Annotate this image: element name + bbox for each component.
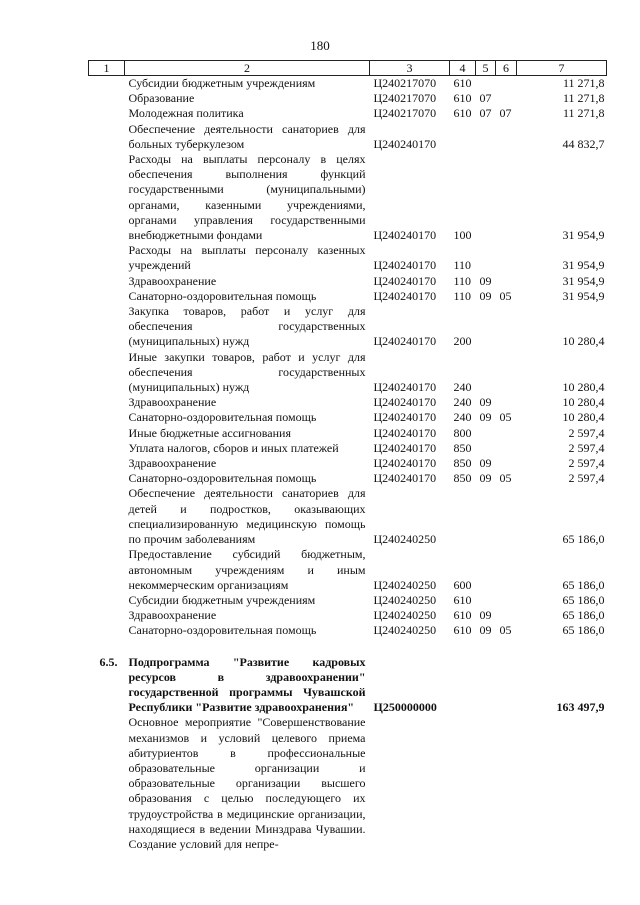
row-vr: 610 bbox=[453, 623, 472, 638]
table-row bbox=[89, 608, 607, 623]
empty-cell bbox=[450, 715, 476, 852]
row-vr: 240 bbox=[453, 395, 472, 410]
column-header: 2 bbox=[125, 61, 370, 76]
row-vr: 610 bbox=[453, 91, 472, 106]
table-row bbox=[89, 243, 607, 273]
row-amount: 10 280,4 bbox=[562, 380, 605, 395]
row-rz: 09 bbox=[479, 395, 492, 410]
row-name: Иные бюджетные ассигнования bbox=[128, 425, 291, 440]
table-row bbox=[89, 456, 607, 471]
row-name: Субсидии бюджетным учреждениям bbox=[128, 592, 316, 607]
row-code: Ц240240170 bbox=[373, 440, 437, 455]
row-name: Иные закупки товаров, работ и услуг для обеспечения государственных (муниципальных) нужд bbox=[128, 349, 366, 395]
empty-cell bbox=[370, 715, 450, 852]
row-number-cell bbox=[89, 715, 125, 852]
row-number-cell bbox=[89, 547, 125, 593]
table-row bbox=[89, 76, 607, 92]
row-code: Ц240240250 bbox=[373, 577, 437, 592]
empty-cell bbox=[517, 715, 607, 852]
row-pr bbox=[496, 395, 517, 410]
row-number-cell bbox=[89, 593, 125, 608]
row-number-cell bbox=[89, 122, 125, 152]
row-pr bbox=[496, 593, 517, 608]
column-header: 5 bbox=[476, 61, 496, 76]
row-rz bbox=[476, 547, 496, 593]
row-number-cell bbox=[89, 623, 125, 638]
section-number: 6.5. bbox=[99, 654, 118, 669]
row-vr: 850 bbox=[453, 456, 472, 471]
row-name: Здравоохранение bbox=[128, 395, 217, 410]
table-row bbox=[89, 152, 607, 243]
section-pr bbox=[496, 655, 517, 716]
column-header: 1 bbox=[89, 61, 125, 76]
table-row bbox=[89, 547, 607, 593]
row-name: Предоставление субсидий бюджетным, автономным учреждениям и иным некоммерческим организациям bbox=[128, 547, 366, 592]
row-vr: 610 bbox=[453, 106, 472, 121]
row-code: Ц240240170 bbox=[373, 136, 437, 151]
row-number-cell bbox=[89, 456, 125, 471]
row-amount: 10 280,4 bbox=[562, 395, 605, 410]
row-amount: 2 597,4 bbox=[568, 425, 605, 440]
table-row bbox=[89, 350, 607, 396]
table-row bbox=[89, 106, 607, 121]
table-row bbox=[89, 441, 607, 456]
row-number-cell bbox=[89, 304, 125, 350]
row-amount: 11 271,8 bbox=[562, 91, 605, 106]
row-rz bbox=[476, 152, 496, 243]
row-vr bbox=[450, 486, 476, 547]
row-amount: 65 186,0 bbox=[562, 577, 605, 592]
row-code: Ц240240250 bbox=[373, 592, 437, 607]
page-number: 180 bbox=[310, 38, 330, 53]
row-name: Здравоохранение bbox=[128, 608, 217, 623]
row-rz bbox=[476, 441, 496, 456]
row-number-cell bbox=[89, 410, 125, 425]
row-amount: 2 597,4 bbox=[568, 471, 605, 486]
row-rz: 09 bbox=[479, 608, 492, 623]
table-row bbox=[89, 486, 607, 547]
row-vr: 610 bbox=[453, 592, 472, 607]
row-pr bbox=[496, 152, 517, 243]
row-rz: 09 bbox=[479, 273, 492, 288]
row-amount: 31 954,9 bbox=[562, 228, 605, 243]
row-code: Ц240217070 bbox=[373, 91, 437, 106]
row-code: Ц240240170 bbox=[373, 471, 437, 486]
budget-table bbox=[88, 60, 607, 852]
row-pr bbox=[496, 426, 517, 441]
row-pr bbox=[496, 350, 517, 396]
row-vr: 100 bbox=[453, 228, 472, 243]
row-rz: 09 bbox=[479, 456, 492, 471]
row-name: Субсидии бюджетным учреждениям bbox=[128, 76, 316, 90]
row-amount: 65 186,0 bbox=[562, 592, 605, 607]
row-amount: 11 271,8 bbox=[562, 76, 605, 90]
row-pr bbox=[496, 76, 517, 92]
row-code: Ц240240170 bbox=[373, 456, 437, 471]
row-rz bbox=[476, 243, 496, 273]
row-vr: 600 bbox=[453, 577, 472, 592]
row-code: Ц240240170 bbox=[373, 273, 437, 288]
row-amount: 65 186,0 bbox=[562, 532, 605, 547]
row-code: Ц240240170 bbox=[373, 258, 437, 273]
row-amount: 10 280,4 bbox=[562, 334, 605, 349]
row-rz bbox=[476, 122, 496, 152]
row-number-cell bbox=[89, 76, 125, 92]
table-row bbox=[89, 410, 607, 425]
row-vr: 610 bbox=[453, 76, 472, 90]
row-name: Здравоохранение bbox=[128, 456, 217, 471]
row-rz bbox=[476, 350, 496, 396]
row-code: Ц240217070 bbox=[373, 106, 437, 121]
row-pr bbox=[496, 122, 517, 152]
row-code: Ц240217070 bbox=[373, 76, 437, 90]
row-pr bbox=[496, 547, 517, 593]
row-vr: 110 bbox=[453, 288, 472, 303]
table-row bbox=[89, 91, 607, 106]
row-number-cell bbox=[89, 91, 125, 106]
row-number-cell bbox=[89, 106, 125, 121]
row-pr bbox=[496, 456, 517, 471]
row-rz bbox=[476, 304, 496, 350]
row-code: Ц240240170 bbox=[373, 334, 437, 349]
row-number-cell bbox=[89, 152, 125, 243]
row-number-cell bbox=[89, 608, 125, 623]
column-header: 6 bbox=[496, 61, 517, 76]
row-amount: 31 954,9 bbox=[562, 288, 605, 303]
empty-cell bbox=[496, 715, 517, 852]
row-number-cell bbox=[89, 274, 125, 289]
row-rz bbox=[476, 76, 496, 92]
row-name: Обеспечение деятельности санаториев для детей и подростков, оказывающих специализированную медицинскую помощь по прочим заболеваниям bbox=[128, 486, 366, 547]
row-number-cell bbox=[89, 395, 125, 410]
row-rz: 07 bbox=[479, 106, 492, 121]
row-pr bbox=[496, 243, 517, 273]
table-row bbox=[89, 623, 607, 638]
table-row bbox=[89, 395, 607, 410]
row-pr: 07 bbox=[499, 106, 512, 121]
table-row bbox=[89, 593, 607, 608]
row-code: Ц240240250 bbox=[373, 608, 437, 623]
row-amount: 44 832,7 bbox=[562, 136, 605, 151]
row-name: Образование bbox=[128, 91, 195, 106]
row-rz bbox=[476, 593, 496, 608]
row-code: Ц240240250 bbox=[373, 623, 437, 638]
row-name: Санаторно-оздоровительная помощь bbox=[128, 623, 317, 638]
row-pr bbox=[496, 441, 517, 456]
row-rz bbox=[476, 486, 496, 547]
row-number-cell bbox=[89, 289, 125, 304]
row-code: Ц240240170 bbox=[373, 395, 437, 410]
section-vr bbox=[450, 655, 476, 716]
row-pr bbox=[496, 608, 517, 623]
row-rz: 09 bbox=[479, 623, 492, 638]
row-name: Уплата налогов, сборов и иных платежей bbox=[128, 440, 339, 455]
row-amount: 11 271,8 bbox=[562, 106, 605, 121]
spacer-cell bbox=[89, 639, 607, 655]
row-code: Ц240240170 bbox=[373, 425, 437, 440]
row-pr bbox=[496, 91, 517, 106]
section-rz bbox=[476, 655, 496, 716]
empty-cell bbox=[476, 715, 496, 852]
row-vr: 240 bbox=[453, 410, 472, 425]
row-number-cell bbox=[89, 350, 125, 396]
row-name: Основное мероприятие "Совершенствование механизмов и условий целевого приема абитуриентов в профессиональные образовательные организации и образовательные организации высшего образования с целью последующего их трудоустройства в медицинские организации, находящиеся в ведении Минздрава Чувашии. Создание условий для непре- bbox=[128, 715, 366, 851]
row-name: Молодежная политика bbox=[128, 106, 244, 121]
row-pr bbox=[496, 486, 517, 547]
row-number-cell bbox=[89, 486, 125, 547]
row-code: Ц240240170 bbox=[373, 288, 437, 303]
column-header: 4 bbox=[450, 61, 476, 76]
table-row bbox=[89, 471, 607, 486]
row-name: Обеспечение деятельности санаториев для больных туберкулезом bbox=[128, 121, 366, 151]
row-amount: 2 597,4 bbox=[568, 456, 605, 471]
section-row bbox=[89, 655, 607, 716]
row-rz: 09 bbox=[479, 288, 492, 303]
row-amount: 2 597,4 bbox=[568, 440, 605, 455]
row-rz bbox=[476, 426, 496, 441]
row-vr: 110 bbox=[453, 258, 472, 273]
section-code: Ц250000000 bbox=[373, 700, 437, 715]
row-code: Ц240240250 bbox=[373, 532, 437, 547]
row-amount: 31 954,9 bbox=[562, 273, 605, 288]
row-code: Ц240240170 bbox=[373, 380, 437, 395]
row-vr: 850 bbox=[453, 440, 472, 455]
row-pr: 05 bbox=[499, 471, 512, 486]
row-code: Ц240240170 bbox=[373, 228, 437, 243]
column-header: 3 bbox=[370, 61, 450, 76]
row-amount: 10 280,4 bbox=[562, 410, 605, 425]
row-number-cell bbox=[89, 441, 125, 456]
row-vr: 800 bbox=[453, 425, 472, 440]
column-header: 7 bbox=[517, 61, 607, 76]
row-name: Санаторно-оздоровительная помощь bbox=[128, 471, 317, 486]
row-vr bbox=[450, 122, 476, 152]
row-name: Закупка товаров, работ и услуг для обеспечения государственных (муниципальных) нужд bbox=[128, 304, 366, 349]
row-name: Расходы на выплаты персоналу казенных учреждений bbox=[128, 243, 366, 273]
row-pr: 05 bbox=[499, 623, 512, 638]
row-number-cell bbox=[89, 426, 125, 441]
row-amount: 65 186,0 bbox=[562, 608, 605, 623]
row-spacer bbox=[89, 639, 607, 655]
table-row bbox=[89, 289, 607, 304]
row-vr: 610 bbox=[453, 608, 472, 623]
table-row bbox=[89, 304, 607, 350]
row-rz: 09 bbox=[479, 410, 492, 425]
row-amount: 65 186,0 bbox=[562, 623, 605, 638]
row-name: Здравоохранение bbox=[128, 273, 217, 288]
table-row bbox=[89, 715, 607, 852]
row-pr bbox=[496, 274, 517, 289]
section-name: Подпрограмма "Развитие кадровых ресурсов в здравоохранении" государственной программы Чувашской Республики "Развитие здравоохранения" bbox=[128, 654, 366, 715]
row-amount: 31 954,9 bbox=[562, 258, 605, 273]
row-vr: 240 bbox=[453, 380, 472, 395]
table-row bbox=[89, 426, 607, 441]
row-vr: 200 bbox=[453, 334, 472, 349]
row-vr: 850 bbox=[453, 471, 472, 486]
column-header-row bbox=[89, 61, 607, 76]
row-pr bbox=[496, 304, 517, 350]
section-amount: 163 497,9 bbox=[556, 700, 605, 715]
table-row bbox=[89, 274, 607, 289]
table-row bbox=[89, 122, 607, 152]
row-number-cell bbox=[89, 471, 125, 486]
row-pr: 05 bbox=[499, 410, 512, 425]
row-number-cell bbox=[89, 243, 125, 273]
row-name: Расходы на выплаты персоналу в целях обеспечения выполнения функций государственными (муниципальными) органами, казенными учреждениями, органами управления государственными внебюджетными фондами bbox=[128, 152, 366, 243]
row-name: Санаторно-оздоровительная помощь bbox=[128, 410, 317, 425]
row-pr: 05 bbox=[499, 288, 512, 303]
row-rz: 07 bbox=[479, 91, 492, 106]
row-name: Санаторно-оздоровительная помощь bbox=[128, 288, 317, 303]
row-rz: 09 bbox=[479, 471, 492, 486]
row-code: Ц240240170 bbox=[373, 410, 437, 425]
row-vr: 110 bbox=[453, 273, 472, 288]
